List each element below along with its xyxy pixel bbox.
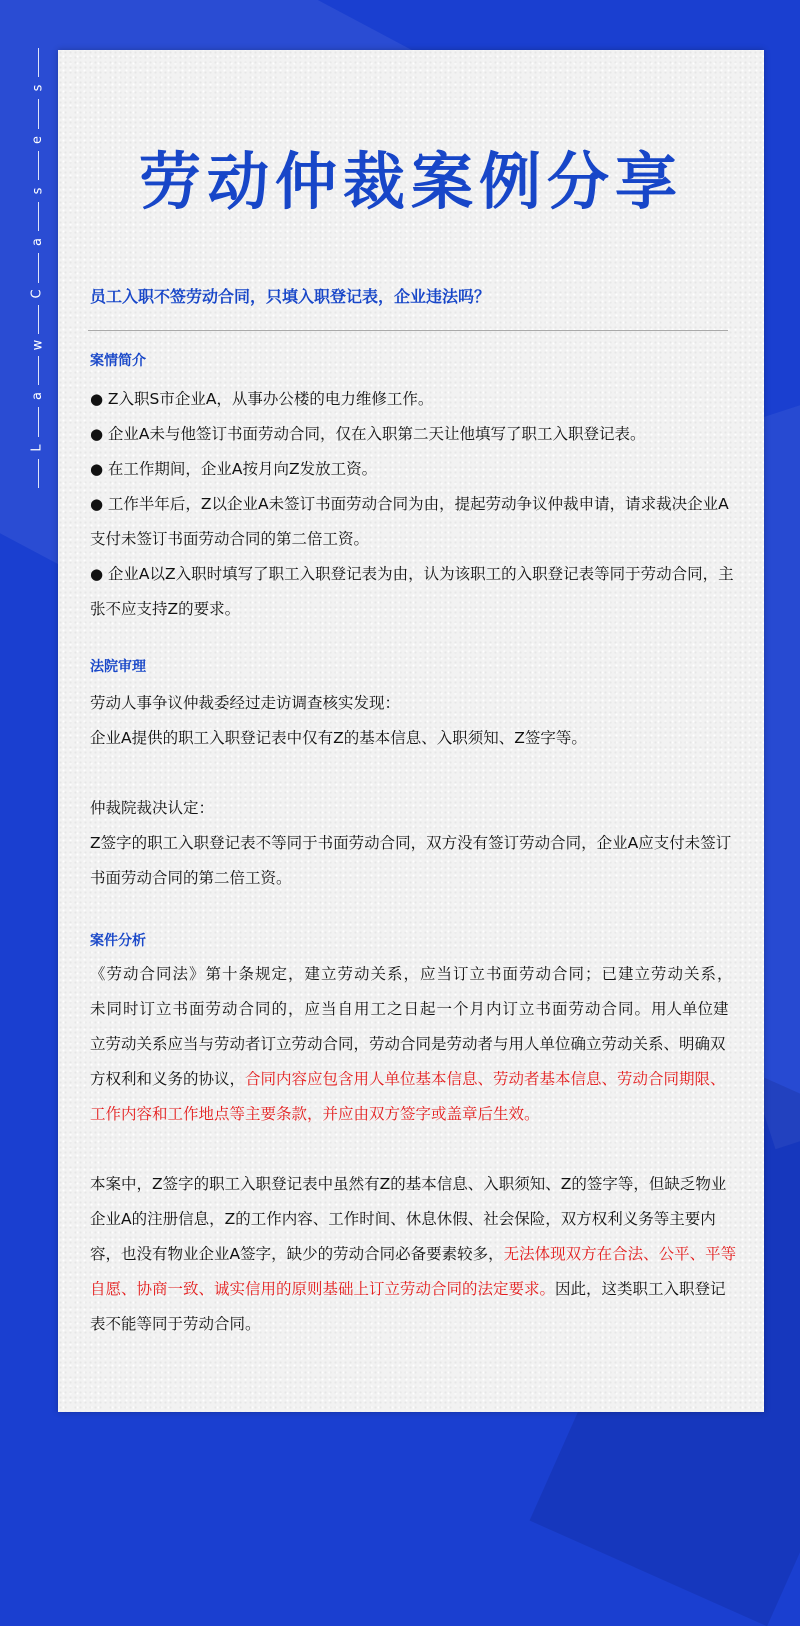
side-letter: s (30, 84, 45, 92)
bullet-item: ● 企业A未与他签订书面劳动合同，仅在入职第二天让他填写了职工入职登记表。 (90, 417, 740, 452)
analysis-highlight: 无法体现双方在合法、公平、平等自愿、协商一致、诚实信用的原则基础上订立劳动合同的法定要求。 (90, 1245, 737, 1298)
page-subtitle: 员工入职不签劳动合同，只填入职登记表，企业违法吗？ (90, 287, 491, 306)
divider (88, 330, 728, 331)
analysis-highlight: 合同内容应包含用人单位基本信息、劳动者基本信息、劳动合同期限、工作内容和工作地点等主要条款，并应由双方签字或盖章后生效。 (90, 1070, 726, 1123)
analysis-paragraph (90, 1167, 740, 1342)
side-letter: e (30, 135, 45, 144)
court-line: 劳动人事争议仲裁委经过走访调查核实发现： (90, 694, 401, 712)
bullet-item: ● 工作半年后，Z以企业A未签订书面劳动合同为由，提起劳动争议仲裁申请，请求裁决企业A支付未签订书面劳动合同的第二倍工资。 (90, 487, 740, 557)
analysis-text-normal: 本案中，Z签字的职工入职登记表中虽然有Z的基本信息、入职须知、Z的签字等，但缺乏物业企业A的注册信息，Z的工作内容、工作时间、休息休假、社会保险，双方权利义务等主要内容，也没有物业企业A签字，缺少的劳动合同必备要素较多， (90, 1175, 727, 1263)
bullet-item: ● Z入职S市企业A，从事办公楼的电力维修工作。 (90, 382, 740, 417)
side-letter: a (30, 392, 45, 401)
side-letter: s (30, 187, 45, 195)
analysis-text (90, 957, 740, 1342)
case-heading: 案情简介 (90, 353, 146, 369)
law-quote: 《劳动合同法》第十条规定，建立劳动关系，应当订立书面劳动合同；已建立劳动关系，未同时订立书面劳动合同的，应当自用工之日起一个月内订立书面劳动合同。 (90, 965, 734, 1018)
court-line: 仲裁院裁决认定： (90, 799, 215, 817)
court-text (90, 686, 740, 896)
side-decoration (27, 48, 49, 488)
analysis-text-normal: 用人单位建立劳动关系应当与劳动者订立劳动合同，劳动合同是劳动者与用人单位确立劳动关系、明确双方权利和义务的协议， (90, 1000, 729, 1088)
page-title: 劳动仲裁案例分享 (138, 145, 683, 218)
court-line: Z签字的职工入职登记表不等同于书面劳动合同，双方没有签订劳动合同，企业A应支付未签订书面劳动合同的第二倍工资。 (90, 834, 732, 887)
side-letter: w (29, 339, 45, 351)
analysis-heading: 案件分析 (90, 933, 146, 949)
side-letter: a (30, 238, 45, 247)
case-bullets (90, 382, 740, 627)
analysis-paragraph (90, 957, 740, 1132)
court-heading: 法院审理 (90, 659, 146, 675)
bullet-item: ● 企业A以Z入职时填写了职工入职登记表为由，认为该职工的入职登记表等同于劳动合同，主张不应支持Z的要求。 (90, 557, 740, 627)
analysis-text-normal: 因此，这类职工入职登记表不能等同于劳动合同。 (90, 1280, 726, 1333)
side-letter: L (30, 444, 45, 452)
bullet-item: ● 在工作期间，企业A按月向Z发放工资。 (90, 452, 740, 487)
court-line: 企业A提供的职工入职登记表中仅有Z的基本信息、入职须知、Z签字等。 (90, 729, 587, 747)
side-letter: C (29, 289, 45, 299)
content-card (58, 50, 764, 1412)
